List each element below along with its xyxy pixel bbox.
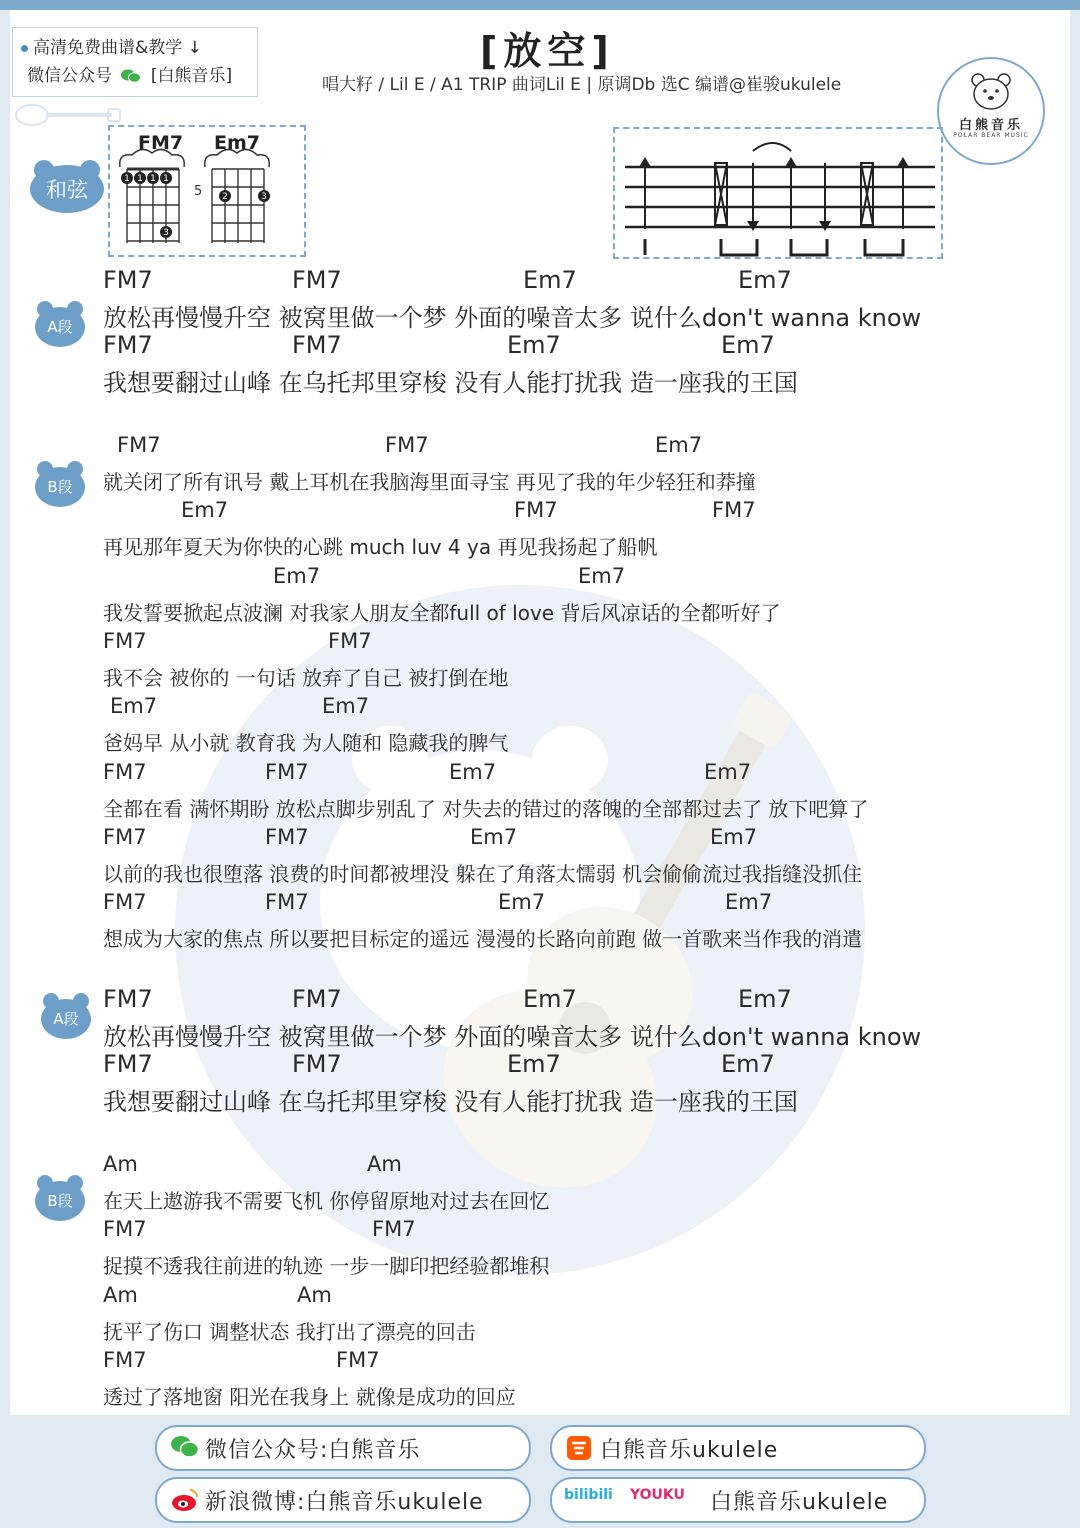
lyric-line: 就关闭了所有讯号 戴上耳机在我脑海里面寻宝 再见了我的年少轻狂和莽撞 bbox=[103, 470, 756, 494]
logo-text-en: POLAR BEAR MUSIC bbox=[953, 132, 1029, 139]
chord-label: FM7 bbox=[103, 985, 153, 1013]
chord-label: Em7 bbox=[507, 1050, 561, 1078]
chord-label: Em7 bbox=[738, 985, 792, 1013]
chord-label: Em7 bbox=[523, 985, 577, 1013]
section-badge-a1 bbox=[34, 298, 86, 348]
logo-text-cn: 白熊音乐 bbox=[958, 118, 1023, 133]
promo-box bbox=[12, 27, 258, 97]
finger-number: 3 bbox=[163, 228, 169, 238]
lyric-line: 抚平了伤口 调整状态 我打出了漂亮的回击 bbox=[103, 1320, 476, 1344]
chord-label: FM7 bbox=[328, 629, 372, 653]
lyric-line: 透过了落地窗 阳光在我身上 就像是成功的回应 bbox=[103, 1385, 516, 1409]
chord-label: Em7 bbox=[704, 760, 752, 784]
chord-label: Em7 bbox=[449, 760, 497, 784]
lyric-line: 放松再慢慢升空 被窝里做一个梦 外面的噪音太多 说什么don't wanna know bbox=[103, 1023, 922, 1051]
top-accent-bar bbox=[0, 0, 1080, 10]
chord-label: Am bbox=[103, 1283, 138, 1307]
lyric-line: 全都在看 满怀期盼 放松点脚步别乱了 对失去的错过的落魄的全部都过去了 放下吧算了 bbox=[103, 797, 869, 821]
footer-text: 微信公众号:白熊音乐 bbox=[205, 1438, 421, 1463]
chord-label: FM7 bbox=[103, 1050, 153, 1078]
chord-label: Em7 bbox=[322, 694, 370, 718]
chord-label: Em7 bbox=[725, 890, 773, 914]
chord-label: Am bbox=[297, 1283, 332, 1307]
chord-label: Em7 bbox=[655, 433, 703, 457]
lyric-line: 我不会 被你的 一句话 放弃了自己 被打倒在地 bbox=[103, 666, 509, 690]
song-title: [放空] bbox=[480, 29, 615, 73]
finger-number: 1 bbox=[150, 174, 156, 184]
lyric-line: 放松再慢慢升空 被窝里做一个梦 外面的噪音太多 说什么don't wanna know bbox=[103, 304, 922, 332]
finger-number: 1 bbox=[124, 174, 130, 184]
chord-label: FM7 bbox=[336, 1348, 380, 1372]
lyric-line: 捉摸不透我往前进的轨迹 一步一脚印把经验都堆积 bbox=[103, 1254, 550, 1278]
footer-weibo-link[interactable] bbox=[155, 1477, 531, 1523]
chord-label: FM7 bbox=[103, 760, 147, 784]
finger-number: 1 bbox=[137, 174, 143, 184]
chord-label: FM7 bbox=[103, 629, 147, 653]
lyric-line: 我想要翻过山峰 在乌托邦里穿梭 没有人能打扰我 造一座我的王国 bbox=[103, 1088, 798, 1116]
chord-label: FM7 bbox=[117, 433, 161, 457]
chord-label: Em7 bbox=[110, 694, 158, 718]
chord-label: FM7 bbox=[712, 498, 756, 522]
chord-label: FM7 bbox=[372, 1217, 416, 1241]
chord-label: FM7 bbox=[514, 498, 558, 522]
chord-label: FM7 bbox=[292, 266, 342, 294]
weibo-icon bbox=[171, 1487, 199, 1513]
chord-sheet-page bbox=[10, 10, 1070, 1415]
youku-icon: YOUKU bbox=[630, 1487, 685, 1503]
lyric-line: 我发誓要掀起点波澜 对我家人朋友全都full of love 背后风凉话的全都听好了 bbox=[103, 601, 781, 625]
chord-label: FM7 bbox=[292, 331, 342, 359]
chord-label: Em7 bbox=[181, 498, 229, 522]
chord-diagram-fm7 bbox=[120, 132, 185, 243]
chord-label: FM7 bbox=[385, 433, 429, 457]
strum-pattern-box bbox=[613, 127, 943, 259]
lyric-line: 我想要翻过山峰 在乌托邦里穿梭 没有人能打扰我 造一座我的王国 bbox=[103, 369, 798, 397]
footer-taobao-link[interactable] bbox=[550, 1425, 926, 1471]
song-credits: 唱大籽 / Lil E / A1 TRIP 曲词Lil E | 原调Db 选C 编谱@崔骏ukulele bbox=[322, 75, 842, 95]
taobao-icon bbox=[566, 1435, 592, 1461]
chord-label: FM7 bbox=[103, 331, 153, 359]
bear-face-icon bbox=[969, 71, 1013, 111]
ukulele-outline-icon bbox=[12, 102, 122, 128]
chord-label: FM7 bbox=[103, 1217, 147, 1241]
finger-number: 3 bbox=[261, 192, 267, 202]
section-badge-b1 bbox=[34, 458, 86, 508]
lyric-line: 想成为大家的焦点 所以要把目标定的遥远 漫漫的长路向前跑 做一首歌来当作我的消遣 bbox=[103, 927, 863, 951]
footer-bilibili-youku-link[interactable] bbox=[550, 1477, 926, 1523]
fret-label: 5 bbox=[194, 184, 203, 199]
section-badge-label: B段 bbox=[47, 1192, 73, 1210]
section-badge-label: A段 bbox=[53, 1010, 79, 1028]
section-badge-chords bbox=[28, 158, 106, 214]
bilibili-icon: bilibili bbox=[564, 1487, 613, 1503]
chord-label: Em7 bbox=[498, 890, 546, 914]
finger-number: 1 bbox=[163, 174, 169, 184]
chord-diagram-em7 bbox=[194, 132, 270, 243]
wechat-icon bbox=[171, 1435, 199, 1459]
section-badge-label: B段 bbox=[47, 478, 73, 496]
chord-label: FM7 bbox=[103, 1348, 147, 1372]
promo-line-2-suffix: [白熊音乐] bbox=[150, 66, 233, 86]
bullet-icon bbox=[21, 45, 28, 52]
chord-label: FM7 bbox=[103, 825, 147, 849]
chord-label: Am bbox=[367, 1152, 402, 1176]
chord-label: FM7 bbox=[292, 985, 342, 1013]
lyric-line: 爸妈早 从小就 教育我 为人随和 隐藏我的脾气 bbox=[103, 731, 509, 755]
chord-label: Em7 bbox=[738, 266, 792, 294]
chord-label: FM7 bbox=[265, 825, 309, 849]
chord-label: Em7 bbox=[721, 1050, 775, 1078]
chord-name: FM7 bbox=[138, 132, 184, 154]
section-badge-b2 bbox=[34, 1172, 86, 1222]
chord-label: FM7 bbox=[103, 266, 153, 294]
chord-label: Em7 bbox=[578, 564, 626, 588]
polar-bear-music-logo bbox=[937, 57, 1045, 165]
finger-number: 2 bbox=[222, 192, 228, 202]
chord-label: Em7 bbox=[721, 331, 775, 359]
footer-text: 白熊音乐ukulele bbox=[710, 1490, 889, 1515]
lyric-line: 再见那年夏天为你快的心跳 much luv 4 ya 再见我扬起了船帆 bbox=[103, 535, 658, 559]
chord-name: Em7 bbox=[214, 132, 260, 154]
footer-wechat-link[interactable] bbox=[155, 1425, 531, 1471]
chord-label: FM7 bbox=[292, 1050, 342, 1078]
chord-diagram-box bbox=[108, 125, 306, 257]
section-badge-label: 和弦 bbox=[46, 178, 88, 202]
footer-text: 白熊音乐ukulele bbox=[600, 1438, 779, 1463]
chord-label: Em7 bbox=[273, 564, 321, 588]
chord-label: FM7 bbox=[265, 890, 309, 914]
chord-label: Em7 bbox=[470, 825, 518, 849]
chord-label: Em7 bbox=[710, 825, 758, 849]
chord-label: Em7 bbox=[523, 266, 577, 294]
footer-text: 新浪微博:白熊音乐ukulele bbox=[205, 1490, 484, 1515]
strum-pattern bbox=[615, 129, 941, 257]
section-badge-a2 bbox=[40, 990, 92, 1040]
lyric-line: 在天上遨游我不需要飞机 你停留原地对过去在回忆 bbox=[103, 1189, 550, 1213]
promo-line-1: 高清免费曲谱&教学 ↓ bbox=[33, 38, 202, 58]
chord-diagrams bbox=[110, 127, 304, 255]
section-badge-label: A段 bbox=[47, 318, 73, 336]
chord-label: FM7 bbox=[103, 890, 147, 914]
promo-line-2-prefix: 微信公众号 bbox=[27, 66, 112, 86]
chord-label: Em7 bbox=[507, 331, 561, 359]
lyric-line: 以前的我也很堕落 浪费的时间都被埋没 躲在了角落太懦弱 机会偷偷流过我指缝没抓住 bbox=[103, 862, 863, 886]
wechat-icon bbox=[121, 69, 141, 83]
chord-label: FM7 bbox=[265, 760, 309, 784]
chord-label: Am bbox=[103, 1152, 138, 1176]
